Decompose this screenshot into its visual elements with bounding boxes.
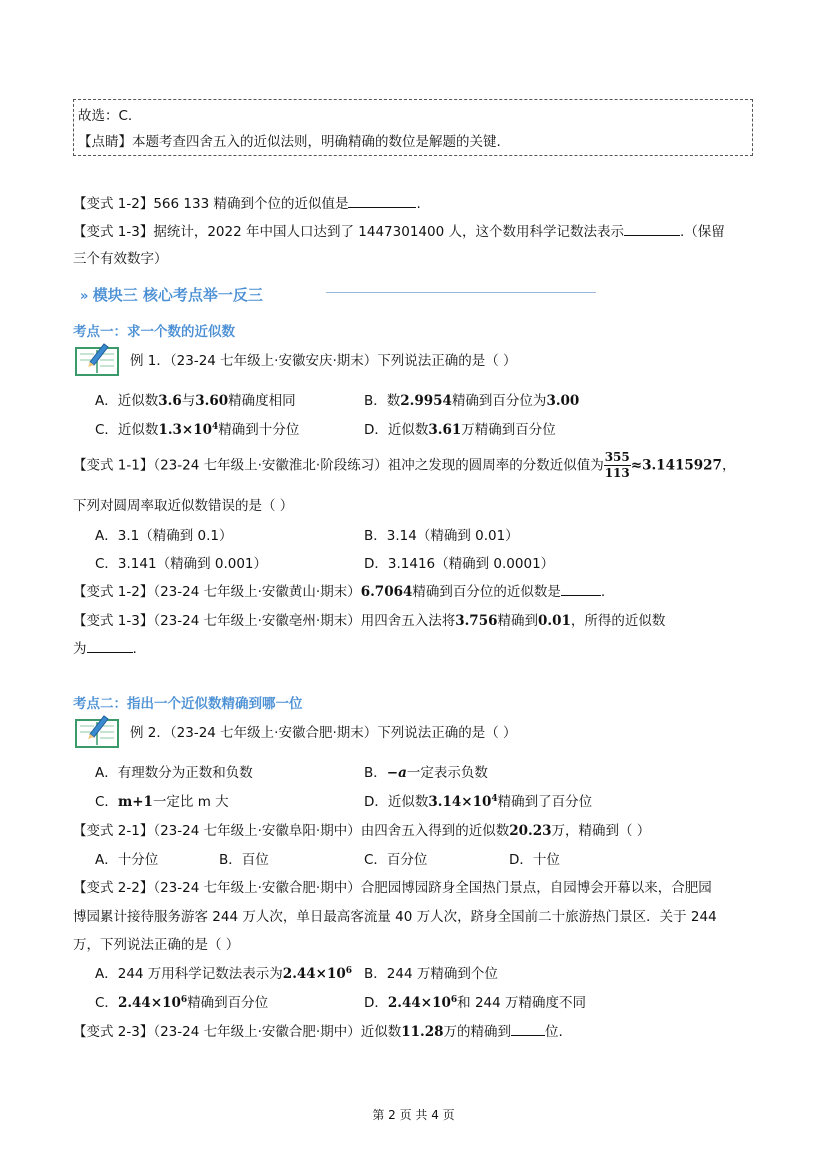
variant-tag: 【变式 2-3】 [73,1024,154,1040]
variant-1-1: 【变式 1-1】（23-24 七年级上·安徽淮北·阶段练习）祖冲之发现的圆周率的分数近似值为 $\frac{355}{113}$ ≈3.1415927， [73,450,736,480]
variant-2-3: 【变式 2-3】（23-24 七年级上·安徽合肥·期中）近似数11.28万的精确到 位. [73,1024,563,1040]
option-a: A．有理数分为正数和负数 [95,765,253,781]
answer-blank [511,1022,545,1036]
example-1: 例 1．（23-24 七年级上·安徽安庆·期末）下列说法正确的是（ ） [130,353,517,369]
option-a: A．十分位 [95,852,159,868]
answer-note: 【点睛】本题考查四舍五入的近似法则，明确精确的数位是解题的关键. [78,134,501,150]
option-a: A．3.1（精确到 0.1） [95,528,233,544]
option-a: A．近似数3.6与3.60精确度相同 [95,393,296,409]
option-b: B．3.14（精确到 0.01） [364,528,519,544]
variant-2-1: 【变式 2-1】（23-24 七年级上·安徽阜阳·期中）由四舍五入得到的近似数20.23万，精确到（ ） [73,823,651,839]
option-b: B．百位 [219,852,269,868]
variant-tag: 【变式 2-2】 [73,880,154,896]
section-divider [326,292,596,293]
variant-tag: 【变式 1-2】 [73,196,154,212]
option-d: D．近似数3.61万精确到百分位 [364,422,556,438]
variant-2-2-line2: 博园累计接待服务游客 244 万人次，单日最高客流量 40 万人次，跻身全国前二十旅游热门景区．关于 244 [73,909,717,925]
variant-1-3: 【变式 1-3】（23-24 七年级上·安徽亳州·期末）用四舍五入法将3.756精确到0.01，所得的近似数 [73,613,666,629]
variant-2-2-line3: 万，下列说法正确的是（ ） [73,937,240,953]
variant-2-2: 【变式 2-2】（23-24 七年级上·安徽合肥·期中）合肥园博园跻身全国热门景点，自园博会开幕以来，合肥园 [73,880,712,896]
option-d: D．近似数$3.14\times 10^4$精确到了百分位 [364,794,593,810]
variant-1-3-line2: 为 . [73,641,137,657]
variant-tag: 【变式 1-1】 [73,457,154,474]
option-d: D．3.1416（精确到 0.0001） [364,556,555,572]
option-c: C．$2.44\times 10^6$精确到百分位 [95,995,269,1011]
answer-choice: 故选：C. [78,108,133,124]
book-pencil-icon [74,340,120,378]
answer-blank [87,639,133,653]
option-b: B．244 万精确到个位 [364,966,498,982]
option-d: D．$2.44\times 10^6$和 244 万精确度不同 [364,995,587,1011]
option-a: A．244 万用科学记数法表示为$2.44\times 10^6$ [95,966,353,982]
option-d: D．十位 [509,852,560,868]
variant-1-3-pre-line2: 三个有效数字） [73,251,168,267]
variant-tag: 【变式 1-3】 [73,224,154,240]
option-c: C．m+1一定比 m 大 [95,794,229,810]
variant-tag: 【变式 2-1】 [73,823,154,839]
variant-1-3-pre: 【变式 1-3】据统计，2022 年中国人口达到了 1447301400 人，这个数用科学记数法表示 .（保留 [73,224,725,240]
variant-1-2-pre: 【变式 1-2】566 133 精确到个位的近似值是 . [73,196,421,212]
section-title: 模块三 核心考点举一反三 [92,286,263,304]
option-b: B．−a一定表示负数 [364,765,488,781]
variant-1-2: 【变式 1-2】（23-24 七年级上·安徽黄山·期末）6.7064精确到百分位的近似数是 . [73,584,606,600]
section-header [80,284,263,305]
answer-blank [624,222,680,236]
option-b: B．数2.9954精确到百分位为3.00 [364,393,580,409]
variant-tag: 【变式 1-2】 [73,584,154,600]
option-c: C．3.141（精确到 0.001） [95,556,268,572]
example-2: 例 2．（23-24 七年级上·安徽合肥·期末）下列说法正确的是（ ） [130,725,517,741]
variant-tag: 【变式 1-3】 [73,613,154,629]
variant-1-1-line2: 下列对圆周率取近似数错误的是（ ） [73,498,294,514]
option-c: C．近似数$1.3\times 10^4$精确到十分位 [95,422,300,438]
option-c: C．百分位 [364,852,428,868]
page-footer: 第 2 页 共 4 页 [372,1108,455,1122]
key-point-1-title: 考点一：求一个数的近似数 [73,324,235,340]
key-point-2-title: 考点二：指出一个近似数精确到哪一位 [73,696,303,712]
double-chevron-icon: » [80,289,89,304]
fraction: $\frac{355}{113}$ [604,450,630,480]
answer-blank [561,582,601,596]
answer-blank [348,194,416,208]
book-pencil-icon [74,712,120,750]
